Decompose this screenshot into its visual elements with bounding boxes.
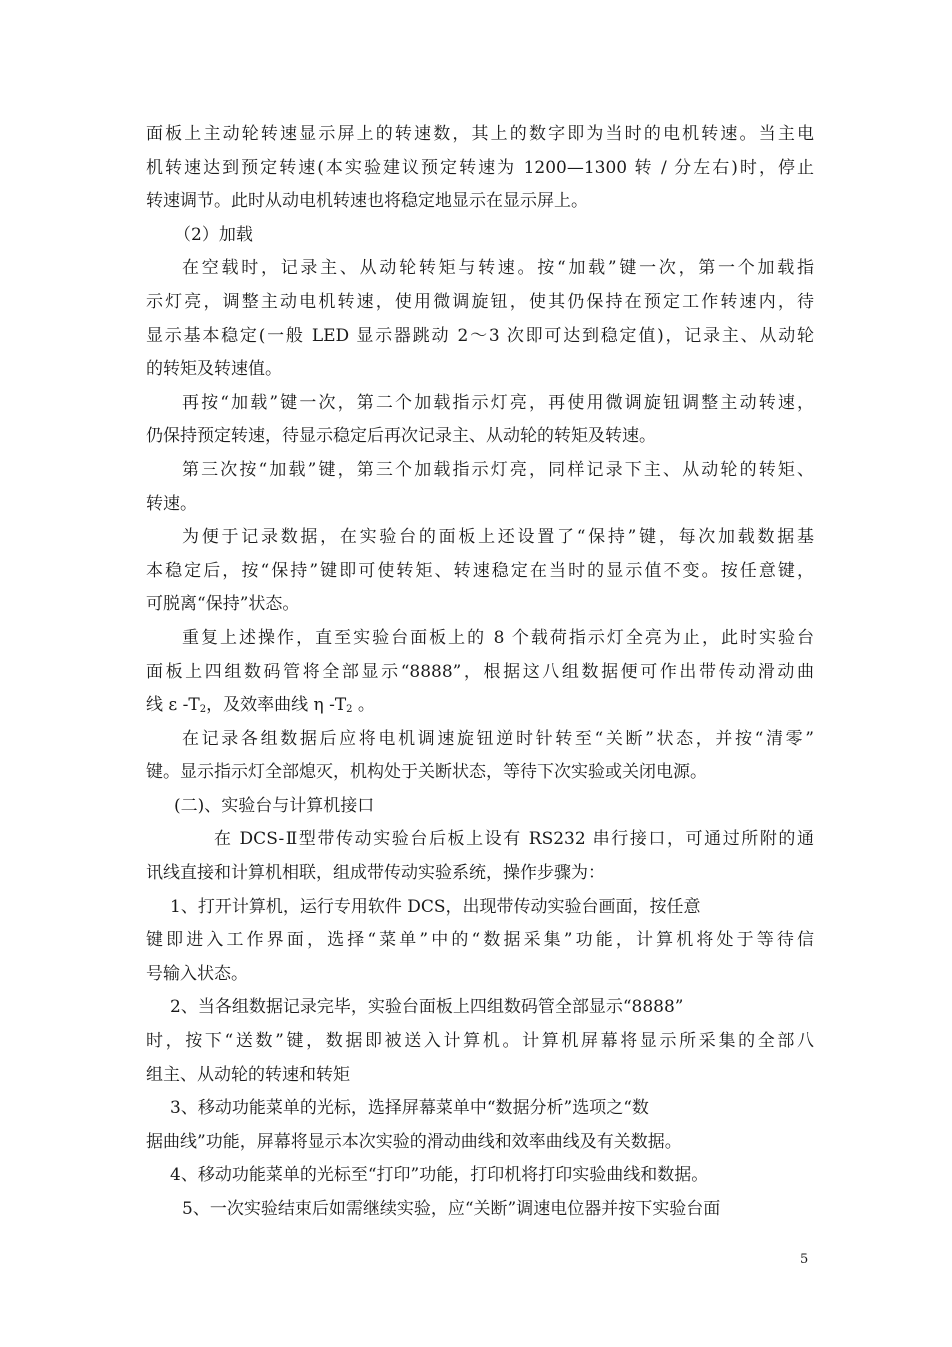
paragraph-line: 面板上主动轮转速显示屏上的转速数，其上的数字即为当时的电机转速。当主电 bbox=[146, 124, 814, 144]
paragraph-line: 键即进入工作界面，选择“菜单”中的“数据采集”功能，计算机将处于等待信 bbox=[146, 930, 814, 951]
step-line: 4、移动功能菜单的光标至“打印”功能，打印机将打印实验曲线和数据。 bbox=[170, 1165, 709, 1186]
paragraph-line: 据曲线”功能，屏幕将显示本次实验的滑动曲线和效率曲线及有关数据。 bbox=[146, 1131, 682, 1152]
paragraph-line: 在空载时，记录主、从动轮转矩与转速。按“加载”键一次，第一个加载指 bbox=[182, 258, 814, 279]
paragraph-line: 组主、从动轮的转速和转矩 bbox=[146, 1064, 350, 1085]
paragraph-line: 的转矩及转速值。 bbox=[146, 359, 282, 380]
formula-line: 线 ε $-T_2$，及效率曲线 η $-T_2$ 。 bbox=[146, 695, 375, 716]
step-line: 2、当各组数据记录完毕，实验台面板上四组数码管全部显示“8888” bbox=[170, 997, 684, 1018]
paragraph-line: 为便于记录数据，在实验台的面板上还设置了“保持”键，每次加载数据基 bbox=[182, 527, 814, 548]
paragraph-line: 在 DCS-Ⅱ型带传动实验台后板上设有 RS232 串行接口，可通过所附的通 bbox=[214, 829, 814, 850]
paragraph-line: 面板上四组数码管将全部显示“8888”，根据这八组数据便可作出带传动滑动曲 bbox=[146, 661, 814, 682]
step-line: 1、打开计算机，运行专用软件 DCS，出现带传动实验台画面，按任意 bbox=[170, 896, 701, 917]
paragraph-line: 在记录各组数据后应将电机调速旋钮逆时针转至“关断”状态，并按“清零” bbox=[182, 728, 814, 749]
paragraph-line: 显示基本稳定(一般 LED 显示器跳动 2～3 次即可达到稳定值)，记录主、从动轮 bbox=[146, 325, 814, 346]
paragraph-line: 号输入状态。 bbox=[146, 963, 248, 984]
step-line: 3、移动功能菜单的光标，选择屏幕菜单中“数据分析”选项之“数 bbox=[170, 1098, 649, 1119]
paragraph-line: 示灯亮，调整主动电机转速，使用微调旋钮，使其仍保持在预定工作转速内，待 bbox=[146, 291, 814, 312]
page-number: 5 bbox=[800, 1252, 809, 1267]
paragraph-line: 再按“加载”键一次，第二个加载指示灯亮，再使用微调旋钮调整主动转速， bbox=[182, 392, 814, 413]
paragraph-line: 机转速达到预定转速(本实验建议预定转速为 1200—1300 转 / 分左右)时，停止 bbox=[146, 157, 814, 178]
section-heading: （2）加载 bbox=[174, 224, 253, 245]
paragraph-line: 可脱离“保持”状态。 bbox=[146, 594, 300, 615]
paragraph-line: 转速。 bbox=[146, 493, 197, 514]
paragraph-line: 转速调节。此时从动电机转速也将稳定地显示在显示屏上。 bbox=[146, 191, 588, 212]
paragraph-line: 讯线直接和计算机相联，组成带传动实验系统，操作步骤为： bbox=[146, 863, 605, 884]
paragraph-line: 时，按下“送数”键，数据即被送入计算机。计算机屏幕将显示所采集的全部八 bbox=[146, 1031, 814, 1052]
section-heading: (二)、实验台与计算机接口 bbox=[174, 795, 375, 816]
paragraph-line: 键。显示指示灯全部熄灭，机构处于关断状态，等待下次实验或关闭电源。 bbox=[146, 762, 707, 783]
paragraph-line: 第三次按“加载”键，第三个加载指示灯亮，同样记录下主、从动轮的转矩、 bbox=[182, 459, 814, 480]
paragraph-line: 仍保持预定转速，待显示稳定后再次记录主、从动轮的转矩及转速。 bbox=[146, 426, 656, 447]
paragraph-line: 重复上述操作，直至实验台面板上的 8 个载荷指示灯全亮为止，此时实验台 bbox=[182, 627, 814, 648]
paragraph-line: 本稳定后，按“保持”键即可使转矩、转速稳定在当时的显示值不变。按任意键， bbox=[146, 560, 814, 581]
document-page bbox=[146, 118, 814, 1227]
step-line: 5、一次实验结束后如需继续实验，应“关断”调速电位器并按下实验台面 bbox=[182, 1199, 721, 1219]
